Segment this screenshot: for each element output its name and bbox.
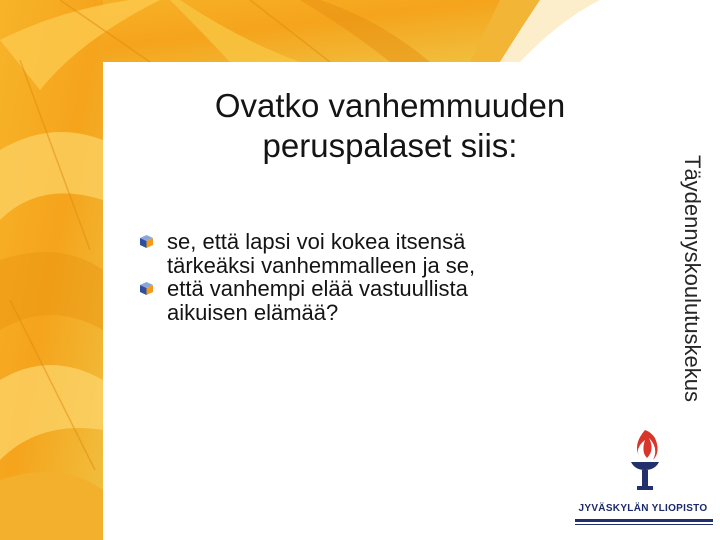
slide-title	[160, 86, 620, 166]
logo-underline-thin	[575, 524, 713, 525]
university-logo-text: JYVÄSKYLÄN YLIOPISTO	[578, 503, 708, 514]
bullet-2-line-1: että vanhempi elää vastuullista	[167, 276, 468, 301]
cube-bullet-icon	[140, 282, 153, 295]
logo-underline	[575, 519, 713, 522]
university-torch-logo-icon	[625, 428, 665, 492]
bullet-1-line-2: tärkeäksi vanhemmalleen ja se,	[167, 252, 476, 278]
bullet-2-line-2: aikuisen elämää?	[167, 299, 339, 325]
bullet-item	[140, 230, 610, 277]
bullet-item	[140, 277, 610, 324]
title-line-1: Ovatko vanhemmuuden	[214, 87, 566, 124]
bullet-1-line-1: se, että lapsi voi kokea itsensä	[167, 229, 466, 254]
bullet-list	[140, 230, 610, 324]
vertical-side-label: Täydennyskoulutuskekus	[680, 155, 705, 403]
title-line-2: peruspalaset siis:	[262, 127, 518, 164]
cube-bullet-icon	[140, 235, 153, 248]
